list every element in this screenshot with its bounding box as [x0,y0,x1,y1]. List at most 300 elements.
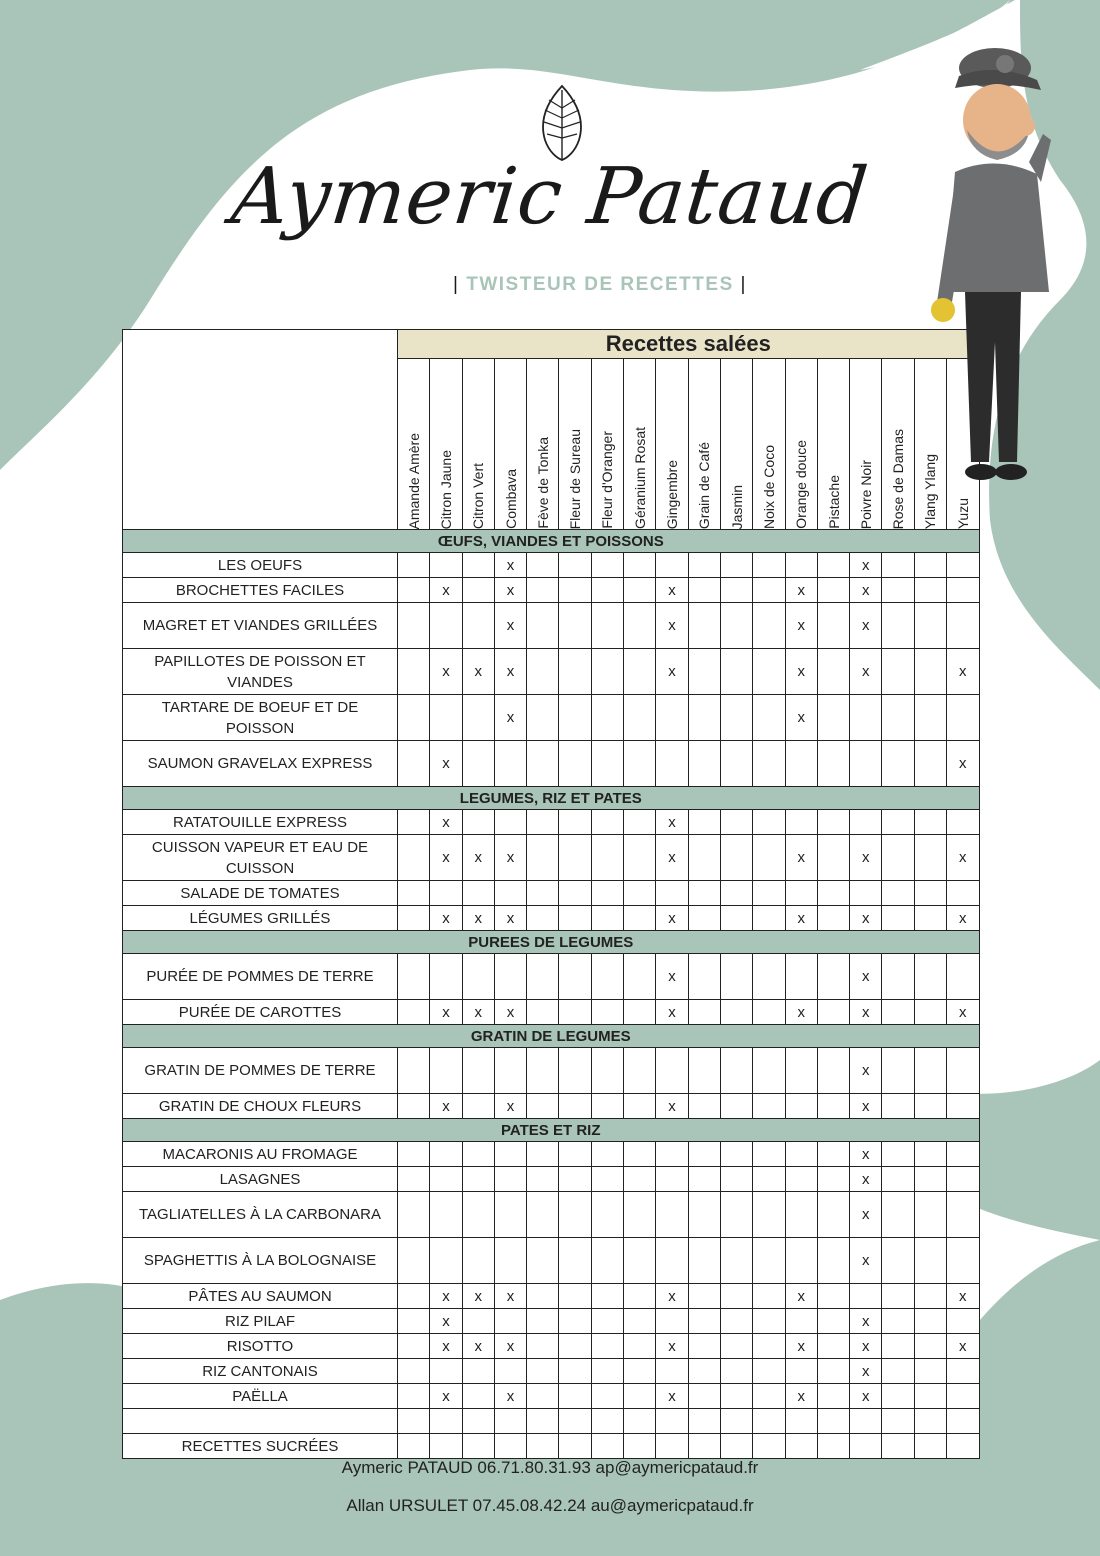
pairing-cell: x [656,810,688,835]
column-header-label: Amande Amère [405,432,422,529]
pairing-cell: x [850,649,882,695]
pairing-cell [817,1192,849,1238]
pairing-cell [753,810,785,835]
table-corner-cell [123,330,398,530]
pairing-cell [430,1142,462,1167]
pairing-cell [398,1334,430,1359]
pairing-cell [656,1142,688,1167]
pairing-cell [591,906,623,931]
pairing-cell [817,1309,849,1334]
pairing-cell [462,741,494,787]
pairing-cell [882,1192,914,1238]
pairing-cell [817,649,849,695]
pairing-cell [753,1192,785,1238]
column-header-label: Fleur d'Oranger [599,431,616,529]
pairing-cell [559,1192,591,1238]
pairing-cell [591,810,623,835]
pairing-cell [398,1238,430,1284]
column-header [850,359,882,530]
section-title: PATES ET RIZ [123,1119,980,1142]
table-row [123,741,980,787]
pairing-cell [462,603,494,649]
pairing-cell [785,1167,817,1192]
pairing-cell [462,695,494,741]
pairing-cell [720,1048,752,1094]
recipe-name: PURÉE DE POMMES DE TERRE [123,954,398,1000]
pairing-cell [398,1192,430,1238]
pairing-cell [559,835,591,881]
table-row [123,1359,980,1384]
pairing-cell: x [462,835,494,881]
column-header [817,359,849,530]
pairing-cell: x [850,1238,882,1284]
pairing-cell [753,1334,785,1359]
pairing-cell [720,1359,752,1384]
pairing-cell: x [494,1284,526,1309]
pairing-cell [656,881,688,906]
pairing-cell [817,695,849,741]
pairing-cell [591,1048,623,1094]
pairing-cell [882,1334,914,1359]
pairing-cell [720,1142,752,1167]
pairing-cell [494,1238,526,1284]
pairing-cell [430,1167,462,1192]
pairing-cell [720,1000,752,1025]
pairing-cell [753,578,785,603]
column-header [398,359,430,530]
pairing-cell [527,649,559,695]
recipe-name: RIZ PILAF [123,1309,398,1334]
pairing-cell [817,1238,849,1284]
pairing-cell: x [656,1334,688,1359]
recipe-name: RATATOUILLE EXPRESS [123,810,398,835]
pairing-cell: x [494,695,526,741]
pairing-cell [462,954,494,1000]
pairing-cell [882,1094,914,1119]
pairing-cell: x [850,1334,882,1359]
pairing-cell [559,1167,591,1192]
pairing-cell: x [785,603,817,649]
pairing-cell [914,1409,946,1434]
pairing-cell [398,835,430,881]
pairing-cell [688,578,720,603]
pairing-cell [882,810,914,835]
pairing-cell [688,1094,720,1119]
pairing-cell: x [430,1284,462,1309]
pairing-cell [817,603,849,649]
pairing-cell [559,1309,591,1334]
pairing-cell [753,1384,785,1409]
pairing-cell [591,553,623,578]
pairing-cell [882,1434,914,1459]
pairing-cell [559,1434,591,1459]
pairing-cell [591,1167,623,1192]
pairing-cell [624,649,656,695]
pairing-cell [656,1309,688,1334]
pairing-cell [591,695,623,741]
pairing-cell [656,1409,688,1434]
pairing-cell [591,649,623,695]
pairing-cell: x [785,1334,817,1359]
pairing-cell: x [494,1334,526,1359]
pairing-cell [624,553,656,578]
pairing-cell [817,1409,849,1434]
pairing-cell [720,1192,752,1238]
pairing-cell [914,1192,946,1238]
pairing-cell [527,1238,559,1284]
section-title: PUREES DE LEGUMES [123,931,980,954]
column-header-label: Jasmin [728,484,745,529]
pairing-cell [624,1167,656,1192]
pairing-cell: x [494,578,526,603]
pairing-cell [688,906,720,931]
chef-avatar-illustration [925,42,1065,502]
pairing-cell [559,695,591,741]
pairing-cell [462,1409,494,1434]
pairing-cell [947,1384,979,1409]
pairing-cell: x [494,906,526,931]
pairing-cell [527,810,559,835]
pairing-cell [656,1192,688,1238]
pairing-cell [462,1238,494,1284]
pairing-cell [947,603,979,649]
pairing-cell: x [462,906,494,931]
pairing-cell [430,954,462,1000]
pairing-cell [398,1167,430,1192]
pairing-cell: x [430,1000,462,1025]
pairing-cell [624,881,656,906]
pairing-cell: x [494,835,526,881]
pairing-cell: x [494,1094,526,1119]
column-header [753,359,785,530]
pairing-cell [850,1284,882,1309]
pairing-cell: x [430,810,462,835]
pairing-cell [817,1334,849,1359]
pairing-cell [914,1284,946,1309]
pairing-cell [914,1434,946,1459]
pairing-cell [591,954,623,1000]
pairing-cell [494,1167,526,1192]
pairing-cell [462,1309,494,1334]
recipe-name: LASAGNES [123,1167,398,1192]
pairing-cell [817,1434,849,1459]
pairing-cell [688,1238,720,1284]
pairing-cell [785,741,817,787]
pairing-cell [882,603,914,649]
pairing-cell: x [656,954,688,1000]
pairing-cell [624,1384,656,1409]
column-header-label: Yuzu [954,497,971,529]
pairing-cell [817,835,849,881]
pairing-cell [753,1167,785,1192]
section-title: ŒUFS, VIANDES ET POISSONS [123,530,980,553]
pairing-cell [688,1434,720,1459]
pairing-cell [688,1048,720,1094]
pairing-cell [398,578,430,603]
pairing-cell [785,1309,817,1334]
pairing-cell [398,741,430,787]
pairing-cell [720,741,752,787]
pairing-cell [527,741,559,787]
column-header-label: Géranium Rosat [631,427,648,529]
pairing-cell [527,553,559,578]
recipe-name: BROCHETTES FACILES [123,578,398,603]
pairing-cell: x [785,1384,817,1409]
pairing-cell [947,1238,979,1284]
pairing-cell [624,835,656,881]
column-header-label: Combava [502,469,519,529]
pairing-cell [527,1142,559,1167]
pairing-cell: x [850,1167,882,1192]
pairing-cell [494,881,526,906]
pairing-cell [882,695,914,741]
section-row [123,931,980,954]
pairing-cell [430,1238,462,1284]
pairing-cell: x [850,1142,882,1167]
pairing-cell: x [947,1334,979,1359]
pairing-cell [591,1000,623,1025]
pairing-cell: x [430,1094,462,1119]
table-row [123,1309,980,1334]
pairing-cell [591,1384,623,1409]
pairing-cell [559,649,591,695]
pairing-cell [753,603,785,649]
pairing-cell [817,1167,849,1192]
pairing-cell [720,835,752,881]
pairing-cell [688,1142,720,1167]
recipe-name: GRATIN DE POMMES DE TERRE [123,1048,398,1094]
pairing-cell [527,1094,559,1119]
pairing-cell [947,1167,979,1192]
pairing-cell [591,1238,623,1284]
pairing-cell: x [947,906,979,931]
section-row [123,787,980,810]
pairing-cell [947,881,979,906]
column-header-label: Ylang Ylang [922,453,939,529]
pairing-cell: x [494,553,526,578]
pairing-cell [527,578,559,603]
pairing-cell [398,1384,430,1409]
pairing-cell [559,1000,591,1025]
pairing-cell [947,1434,979,1459]
column-header-label: Rose de Damas [890,428,907,529]
pairing-cell [398,1094,430,1119]
pairing-cell [914,1384,946,1409]
pairing-cell [947,810,979,835]
pairing-cell [882,1309,914,1334]
pairing-cell [817,1284,849,1309]
pairing-cell [688,835,720,881]
pairing-cell: x [494,649,526,695]
pairing-cell [559,954,591,1000]
pairing-cell [720,603,752,649]
pairing-cell [591,1409,623,1434]
pairing-cell [430,603,462,649]
column-header [720,359,752,530]
recipe-name: RIZ CANTONAIS [123,1359,398,1384]
pairing-cell [914,578,946,603]
column-header [785,359,817,530]
pairing-cell [398,1434,430,1459]
pairing-cell [817,1359,849,1384]
pairing-cell [914,695,946,741]
pairing-cell: x [494,1384,526,1409]
section-row [123,530,980,553]
pairing-cell [527,881,559,906]
pairing-cell [624,1434,656,1459]
pairing-cell: x [785,835,817,881]
pairing-cell [850,810,882,835]
pairing-cell [559,741,591,787]
pairing-cell [720,1384,752,1409]
pairing-cell [430,695,462,741]
pairing-cell [591,835,623,881]
table-row [123,1094,980,1119]
pairing-cell [785,1238,817,1284]
pairing-cell [591,741,623,787]
pairing-cell [720,1167,752,1192]
pairing-cell: x [656,603,688,649]
pairing-cell [753,1048,785,1094]
pairing-cell [398,906,430,931]
pairing-cell [398,1048,430,1094]
pairing-cell: x [785,695,817,741]
pairing-cell: x [850,1192,882,1238]
pairing-cell [753,906,785,931]
pairing-cell [559,906,591,931]
pairing-cell [850,741,882,787]
pairing-cell [882,1409,914,1434]
pairing-cell [947,1359,979,1384]
column-header-label: Fleur de Sureau [567,428,584,529]
pairing-cell [462,1167,494,1192]
pairing-cell [882,1000,914,1025]
table-row [123,695,980,741]
pairing-cell [688,1167,720,1192]
pairing-cell [624,1334,656,1359]
pairing-cell [527,1167,559,1192]
pairing-cell [914,553,946,578]
pairing-cell [527,1048,559,1094]
pairing-cell [559,1409,591,1434]
recipe-name: GRATIN DE CHOUX FLEURS [123,1094,398,1119]
pairing-cell [527,954,559,1000]
table-row [123,1384,980,1409]
pairing-cell [785,1409,817,1434]
pairing-cell [559,1334,591,1359]
pairing-cell [688,695,720,741]
pairing-cell [688,553,720,578]
pairing-cell: x [494,1000,526,1025]
recipe-name: SAUMON GRAVELAX EXPRESS [123,741,398,787]
pairing-cell [591,1434,623,1459]
table-row [123,553,980,578]
section-row [123,1025,980,1048]
pairing-cell [753,1142,785,1167]
pairing-cell [527,1384,559,1409]
pairing-cell: x [656,906,688,931]
pairing-cell [688,1000,720,1025]
pairing-cell [850,1434,882,1459]
pairing-cell [914,1167,946,1192]
pairing-cell [688,1284,720,1309]
pairing-cell: x [430,649,462,695]
pairing-cell [720,695,752,741]
pairing-cell [882,741,914,787]
pairing-cell [559,1048,591,1094]
recipe-name: TAGLIATELLES À LA CARBONARA [123,1192,398,1238]
pairing-cell [753,649,785,695]
pairing-cell: x [850,578,882,603]
table-row [123,649,980,695]
recipe-name: PAPILLOTES DE POISSON ET VIANDES [123,649,398,695]
pairing-cell [591,1309,623,1334]
pairing-cell [753,1284,785,1309]
pairing-cell [753,881,785,906]
pairing-cell [624,1192,656,1238]
pairing-cell [947,578,979,603]
column-header [656,359,688,530]
pairing-cell [559,603,591,649]
pairing-cell [591,1284,623,1309]
pairing-cell [430,1434,462,1459]
tagline-bar-left: | [453,274,460,295]
column-header [591,359,623,530]
column-header [494,359,526,530]
pairing-cell [656,1167,688,1192]
pairing-cell [430,1359,462,1384]
pairing-cell [462,553,494,578]
column-header-label: Grain de Café [696,441,713,529]
pairing-cell [656,1359,688,1384]
pairing-cell [720,1409,752,1434]
pairing-cell: x [850,906,882,931]
column-header [430,359,462,530]
pairing-cell [624,1309,656,1334]
pairing-cell [494,1359,526,1384]
table-row [123,881,980,906]
pairing-cell [656,741,688,787]
pairing-cell [882,578,914,603]
pairing-cell [398,881,430,906]
column-header [559,359,591,530]
pairing-cell [527,1309,559,1334]
pairing-cell [398,603,430,649]
pairing-cell [947,1192,979,1238]
pairing-cell [430,881,462,906]
pairing-cell [398,553,430,578]
pairing-cell [624,1238,656,1284]
brand-signature: Aymeric Pataud [227,152,873,242]
pairing-cell [947,1409,979,1434]
pairing-cell [850,881,882,906]
pairing-cell [559,1359,591,1384]
pairing-cell [817,1048,849,1094]
pairing-cell [720,906,752,931]
recipe-name: MAGRET ET VIANDES GRILLÉES [123,603,398,649]
pairing-cell [785,1359,817,1384]
pairing-cell [882,835,914,881]
column-header-label: Poivre Noir [857,459,874,529]
pairing-cell [527,1000,559,1025]
pairing-cell: x [947,649,979,695]
pairing-cell [850,695,882,741]
pairing-cell [624,1359,656,1384]
pairing-cell [753,1434,785,1459]
pairing-cell [398,1000,430,1025]
pairing-cell [559,881,591,906]
pairing-cell [720,1309,752,1334]
